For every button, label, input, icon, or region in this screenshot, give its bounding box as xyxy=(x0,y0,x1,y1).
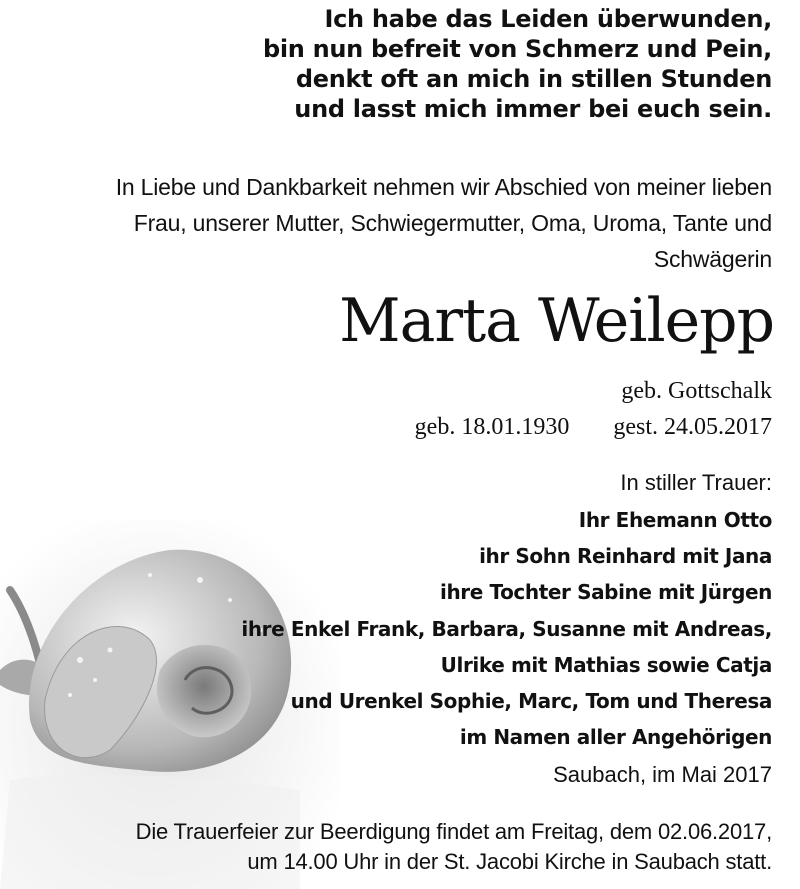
death-date: gest. 24.05.2017 xyxy=(613,414,772,440)
life-dates xyxy=(415,412,772,442)
farewell-intro xyxy=(116,169,772,277)
intro-line: In Liebe und Dankbarkeit nehmen wir Abschied von meiner lieben xyxy=(115,174,772,200)
mourners-list xyxy=(241,502,772,755)
mourner-line: Ulrike mit Mathias sowie Catja xyxy=(440,652,772,677)
funeral-line: um 14.00 Uhr in der St. Jacobi Kirche in Saubach statt. xyxy=(247,849,772,874)
poem-line: denkt oft an mich in stillen Stunden xyxy=(295,65,772,93)
mourning-label: In stiller Trauer: xyxy=(620,470,772,495)
poem-line: bin nun befreit von Schmerz und Pein, xyxy=(262,35,772,63)
mourner-line: und Urenkel Sophie, Marc, Tom und Theresa xyxy=(290,689,772,714)
mourner-line: ihre Tochter Sabine mit Jürgen xyxy=(440,580,772,605)
mourner-line: im Namen aller Angehörigen xyxy=(459,725,772,750)
poem-line: und lasst mich immer bei euch sein. xyxy=(294,95,772,123)
birth-name: geb. Gottschalk xyxy=(621,378,772,404)
poem-line: Ich habe das Leiden überwunden, xyxy=(324,5,772,33)
birth-date: geb. 18.01.1930 xyxy=(414,414,570,440)
place-date: Saubach, im Mai 2017 xyxy=(553,762,772,787)
mourner-line: ihre Enkel Frank, Barbara, Susanne mit Andreas, xyxy=(241,616,772,641)
poem xyxy=(263,4,772,124)
funeral-notice xyxy=(136,817,772,877)
funeral-line: Die Trauerfeier zur Beerdigung findet am Freitag, dem 02.06.2017, xyxy=(135,819,772,844)
deceased-name: Marta Weilepp xyxy=(339,286,774,356)
intro-line: Frau, unserer Mutter, Schwiegermutter, Oma, Uroma, Tante und xyxy=(133,210,772,236)
mourner-line: Ihr Ehemann Otto xyxy=(578,508,772,532)
intro-line: Schwägerin xyxy=(653,246,772,272)
mourner-line: ihr Sohn Reinhard mit Jana xyxy=(479,544,772,569)
